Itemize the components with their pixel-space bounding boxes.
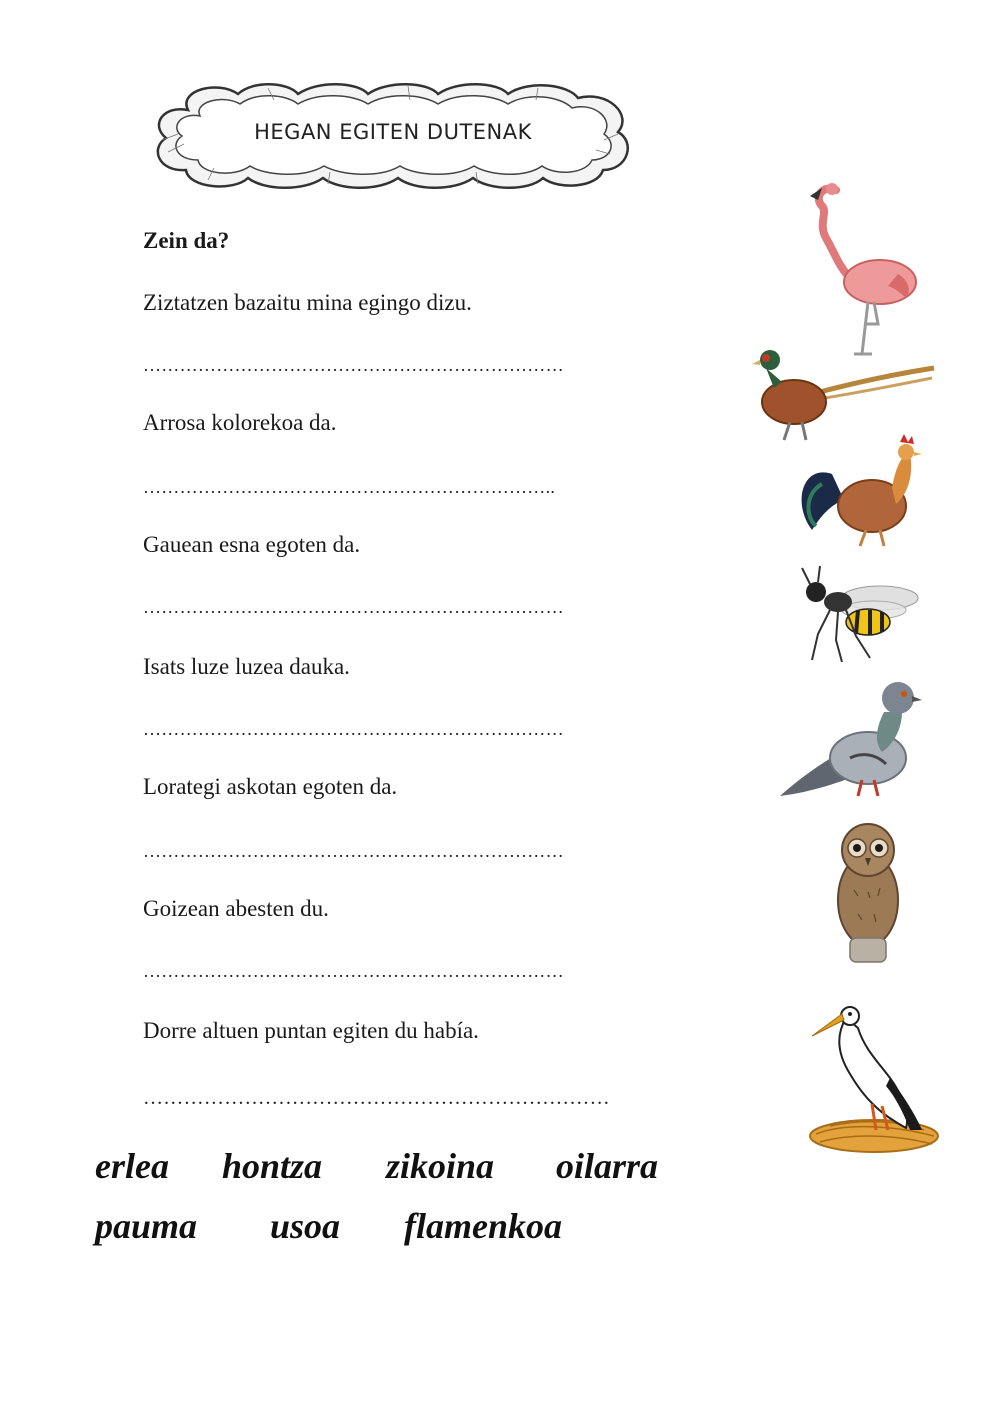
wasp-icon <box>790 564 920 666</box>
answer-line-7[interactable]: …………………………………………………………… <box>143 1087 610 1109</box>
question-2: Arrosa kolorekoa da. <box>143 410 337 435</box>
worksheet-title: HEGAN EGITEN DUTENAK <box>254 120 532 144</box>
question-4: Isats luze luzea dauka. <box>143 654 350 679</box>
answer-line-1[interactable]: …………………………………………………………… <box>143 355 564 375</box>
answer-line-6[interactable]: …………………………………………………………… <box>143 961 564 981</box>
answer-line-2[interactable]: ………………………………………………………….. <box>143 477 556 497</box>
rooster-icon <box>792 434 922 550</box>
question-heading: Zein da? <box>143 228 230 253</box>
stork-icon <box>806 998 944 1158</box>
title-cloud <box>148 80 638 192</box>
flamingo-icon <box>808 178 928 358</box>
word-flamenkoa[interactable]: flamenkoa <box>404 1206 562 1246</box>
pigeon-icon <box>772 672 922 802</box>
word-pauma[interactable]: pauma <box>95 1206 198 1246</box>
answer-line-4[interactable]: …………………………………………………………… <box>143 719 564 739</box>
answer-line-3[interactable]: …………………………………………………………… <box>143 597 564 617</box>
word-zikoina[interactable]: zikoina <box>386 1146 495 1186</box>
answer-line-5[interactable]: …………………………………………………………… <box>143 841 564 861</box>
pheasant-icon <box>752 342 937 444</box>
owl-icon <box>828 818 908 964</box>
word-usoa[interactable]: usoa <box>270 1206 341 1246</box>
question-1: Ziztatzen bazaitu mina egingo dizu. <box>143 290 472 315</box>
word-erlea[interactable]: erlea <box>95 1146 169 1186</box>
word-hontza[interactable]: hontza <box>222 1146 323 1186</box>
question-7: Dorre altuen puntan egiten du había. <box>143 1018 479 1043</box>
question-6: Goizean abesten du. <box>143 896 329 921</box>
word-oilarra[interactable]: oilarra <box>556 1146 659 1186</box>
question-5: Lorategi askotan egoten da. <box>143 774 398 799</box>
question-3: Gauean esna egoten da. <box>143 532 361 557</box>
